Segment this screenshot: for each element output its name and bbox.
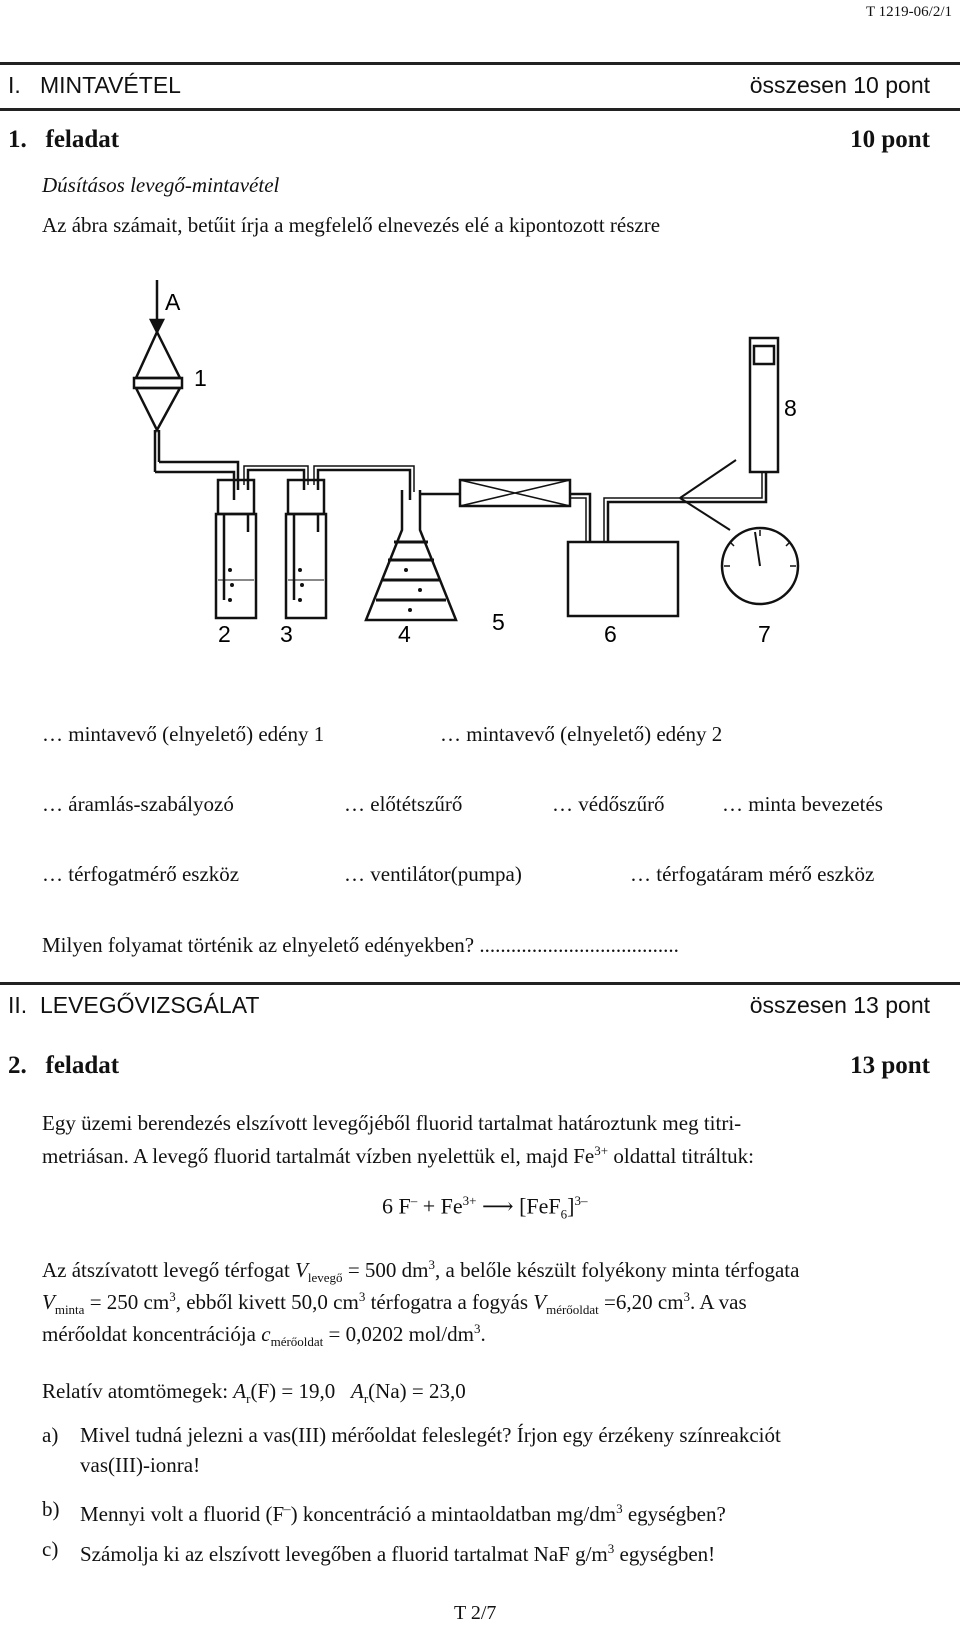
- task-1-subtitle: Dúsításos levegő-mintavétel: [42, 173, 280, 197]
- diagram-label-2: 2: [218, 621, 231, 647]
- diagram-label-7: 7: [758, 621, 771, 647]
- reaction-equation: 6 $F^- + Fe^{3+}$ ⟶ $[FeF_6]^{3-}$: [382, 1193, 588, 1222]
- diagram-label-4: 4: [398, 621, 411, 647]
- question-b: b) Mennyi volt a fluorid (F–) koncentráció a mintaoldatban $mg/dm^3$ egységben?: [42, 1497, 726, 1526]
- page-footer: T 2/7: [454, 1602, 497, 1624]
- option-protective-filter: … védőszűrő: [552, 792, 665, 816]
- data-line-3: mérőoldat koncentrációja $c_{mérőoldat} = 0,0202$ mol/$dm^3$.: [42, 1321, 486, 1350]
- section-rule-bottom: [0, 108, 960, 111]
- prefilter-funnel-bottom: [136, 388, 180, 430]
- diagram-label-1: 1: [194, 365, 207, 391]
- data-line-2: $V_{minta} = 250$ $cm^3$, ebből kivett 50,0 $cm^3$ térfogatra a fogyás $V_{mérőoldat} =6,20$ $cm^3$. A vas: [42, 1289, 747, 1318]
- option-flow-rate-meter: … térfogatáram mérő eszköz: [630, 862, 875, 886]
- task-2-points: 13 pont: [850, 1052, 930, 1079]
- section-2-rule-top: [0, 982, 960, 985]
- question-a-line-2: vas(III)-ionra!: [80, 1453, 201, 1477]
- option-pump: … ventilátor(pumpa): [344, 862, 522, 886]
- data-line-1: Az átszívatott levegő térfogat $V_{levegő} = 500$ $dm^3$, a belőle készült folyékony minta térfogata: [42, 1257, 800, 1286]
- diagram-label-3: 3: [280, 621, 293, 647]
- option-flow-regulator: … áramlás-szabályozó: [42, 792, 234, 816]
- question-a-label: a): [42, 1423, 59, 1447]
- task-1-title: 1. feladat: [8, 126, 120, 153]
- question-c-label: c): [42, 1537, 59, 1561]
- task-2-header: [8, 1052, 930, 1080]
- task-1-points: 10 pont: [850, 126, 930, 153]
- task-2-title: 2. feladat: [8, 1052, 120, 1079]
- option-prefilter: … előtétszűrő: [344, 792, 463, 816]
- absorber-bottle-1: [216, 514, 256, 618]
- pump-box: [568, 542, 678, 616]
- option-sample-inlet: … minta bevezetés: [722, 792, 883, 816]
- option-absorber-1: … mintavevő (elnyelető) edény 1: [42, 722, 325, 746]
- document-code: T 1219-06/2/1: [866, 4, 952, 20]
- task-1-question: Milyen folyamat történik az elnyelető edényekben? ......................................: [42, 933, 679, 957]
- diagram-label-8: 8: [784, 395, 797, 421]
- section-2-header: [8, 988, 930, 1024]
- atomic-masses: Relatív atomtömegek: $A_r(F) = 19,0$ $A_r(Na) = 23,0$: [42, 1379, 466, 1407]
- question-c: c) Számolja ki az elszívott levegőben a fluorid tartalmat NaF $g/m^3$ egységben!: [42, 1537, 716, 1566]
- section-2-title: II. LEVEGŐVIZSGÁLAT: [8, 992, 260, 1018]
- section-2-points: összesen 13 pont: [749, 992, 930, 1018]
- prefilter-holder: [134, 378, 182, 388]
- task-2-intro-line-2: metriásan. A levegő fluorid tartalmát vízben nyelettük el, majd $Fe^{3+}$ oldattal titráltuk:: [42, 1143, 754, 1168]
- task-1-instruction: Az ábra számait, betűit írja a megfelelő elnevezés elé a kipontozott részre: [42, 213, 661, 237]
- question-a: a) Mivel tudná jelezni a vas(III) mérőoldat feleslegét? Írjon egy érzékeny színreakciót: [42, 1423, 781, 1447]
- section-1-points: összesen 10 pont: [749, 72, 930, 98]
- section-1-header: [8, 68, 930, 104]
- absorber-bottle-2: [286, 514, 326, 618]
- diagram-label-A: A: [165, 289, 181, 315]
- option-volume-meter: … térfogatmérő eszköz: [42, 862, 240, 886]
- diagram-label-5: 5: [492, 609, 505, 635]
- task-1-header: [8, 126, 930, 154]
- sampling-apparatus-diagram: [120, 280, 820, 660]
- task-2-intro-line-1: Egy üzemi berendezés elszívott levegőjéből fluorid tartalmat határoztunk meg titri-: [42, 1111, 742, 1135]
- prefilter-funnel-top: [136, 332, 180, 378]
- diagram-label-6: 6: [604, 621, 617, 647]
- section-1-title: I. MINTAVÉTEL: [8, 72, 181, 98]
- option-absorber-2: … mintavevő (elnyelető) edény 2: [440, 722, 723, 746]
- section-rule-top: [0, 62, 960, 65]
- question-b-label: b): [42, 1497, 60, 1521]
